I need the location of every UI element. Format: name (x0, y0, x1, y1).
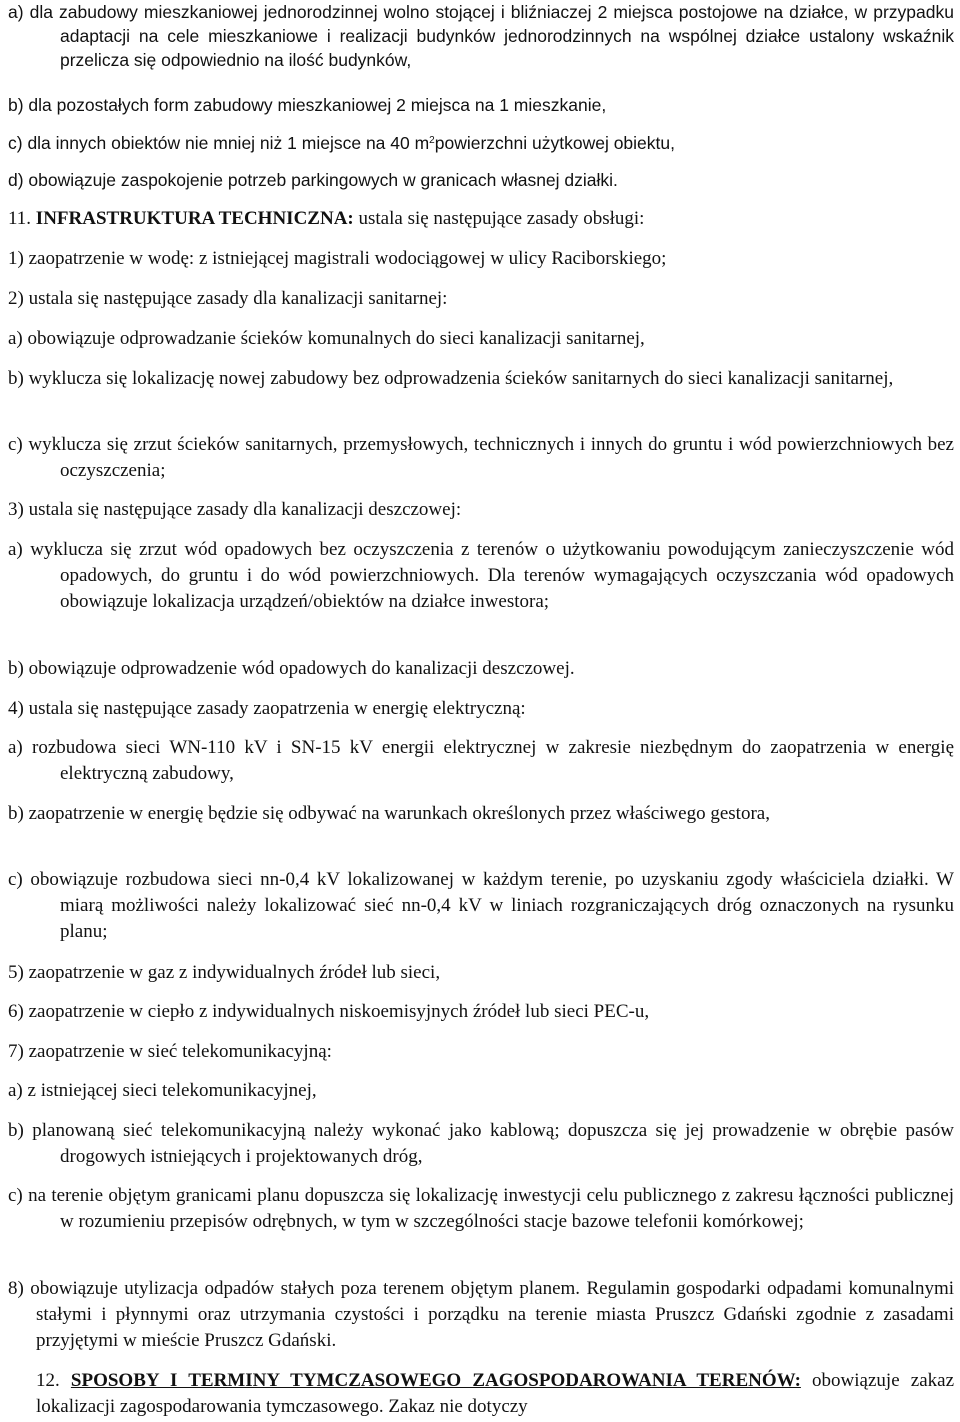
item-2c: c) wyklucza się zrzut ścieków sanitarnych, przemysłowych, technicznych i innych do gruntu i wód powierzchniowych bez oczyszczenia; (8, 434, 954, 481)
item-3b: b) obowiązuje odprowadzenie wód opadowych do kanalizacji deszczowej. (8, 658, 575, 679)
item-4: 4) ustala się następujące zasady zaopatrzenia w energię elektryczną: (8, 698, 526, 719)
item-4b: b) zaopatrzenie w energię będzie się odbywać na warunkach określonych przez właściwego gestora, (8, 803, 770, 824)
item-8: 8) obowiązuje utylizacja odpadów stałych poza terenem objętym planem. Regulamin gospodarki odpadami komunalnymi stałymi i płynnymi oraz utrzymania czystości i porządku na terenie miasta Pruszcz Gdański zgodnie z zasadami przyjętymi w mieście Pruszcz Gdański. (8, 1278, 954, 1351)
superscript: 2 (429, 135, 435, 146)
section-11-heading: 11. INFRASTRUKTURA TECHNICZNA: ustala się następujące zasady obsługi: (8, 208, 645, 229)
list-item-a: a) dla zabudowy mieszkaniowej jednorodzinnej wolno stojącej i bliźniaczej 2 miejsca postojowe na działce, w przypadku adaptacji na cele mieszkaniowe i realizacji budynków jednorodzinnych na wspólnej działce ustalony wskaźnik przelicza się odpowiednio na ilość budynków, (8, 2, 954, 70)
item-7b: b) planowaną sieć telekomunikacyjną należy wykonać jako kablową; dopuszcza się jej prowadzenie w obrębie pasów drogowych istniejących i projektowanych dróg, (8, 1120, 954, 1167)
section-11-title: INFRASTRUKTURA TECHNICZNA: (35, 208, 354, 229)
item-4a: a) rozbudowa sieci WN-110 kV i SN-15 kV energii elektrycznej w zakresie niezbędnym do zaopatrzenia w energię elektryczną zabudowy, (8, 737, 954, 784)
list-item-c: c) dla innych obiektów nie mniej niż 1 miejsce na 40 $m^2powierzchni$ użytkowej obiektu, (8, 133, 675, 153)
item-2b: b) wyklucza się lokalizację nowej zabudowy bez odprowadzenia ścieków sanitarnych do sieci kanalizacji sanitarnej, (8, 368, 894, 389)
section-12-heading: 12. SPOSOBY I TERMINY TYMCZASOWEGO ZAGOSPODAROWANIA TERENÓW: obowiązuje zakaz lokalizacji zagospodarowania tymczasowego. Zakaz nie dotyczy (36, 1370, 955, 1417)
item-7a: a) z istniejącej sieci telekomunikacyjnej, (8, 1080, 317, 1101)
item-4c: c) obowiązuje rozbudowa sieci nn-0,4 kV lokalizowanej w każdym terenie, po uzyskaniu zgody właściciela działki. W miarą możliwości należy lokalizować sieć nn-0,4 kV w liniach rozgraniczających dróg oznaczonych na rysunku planu; (8, 869, 954, 942)
item-6: 6) zaopatrzenie w ciepło z indywidualnych niskoemisyjnych źródeł lub sieci PEC-u, (8, 1001, 650, 1022)
item-5: 5) zaopatrzenie w gaz z indywidualnych źródeł lub sieci, (8, 962, 441, 983)
item-3: 3) ustala się następujące zasady dla kanalizacji deszczowej: (8, 499, 462, 520)
item-7: 7) zaopatrzenie w sieć telekomunikacyjną: (8, 1041, 332, 1062)
item-2a: a) obowiązuje odprowadzanie ścieków komunalnych do sieci kanalizacji sanitarnej, (8, 328, 645, 349)
section-12-title: SPOSOBY I TERMINY TYMCZASOWEGO ZAGOSPODAROWANIA TERENÓW: (70, 1370, 801, 1391)
list-item-d: d) obowiązuje zaspokojenie potrzeb parkingowych w granicach własnej działki. (8, 170, 618, 190)
list-item-b: b) dla pozostałych form zabudowy mieszkaniowej 2 miejsca na 1 mieszkanie, (8, 95, 607, 115)
item-1: 1) zaopatrzenie w wodę: z istniejącej magistrali wodociągowej w ulicy Raciborskiego; (8, 248, 667, 269)
item-7c: c) na terenie objętym granicami planu dopuszcza się lokalizację inwestycji celu publicznego z zakresu łączności publicznej w rozumieniu przepisów odrębnych, w tym w szczególności stacje bazowe telefonii komórkowej; (8, 1185, 954, 1232)
item-2: 2) ustala się następujące zasady dla kanalizacji sanitarnej: (8, 288, 448, 309)
item-3a: a) wyklucza się zrzut wód opadowych bez oczyszczenia z terenów o użytkowaniu powodującym zanieczyszczenie wód opadowych, do gruntu i do wód powierzchniowych. Dla terenów wymagających oczyszczania wód opadowych obowiązuje lokalizacja urządzeń/obiektów na działce inwestora; (8, 539, 954, 612)
